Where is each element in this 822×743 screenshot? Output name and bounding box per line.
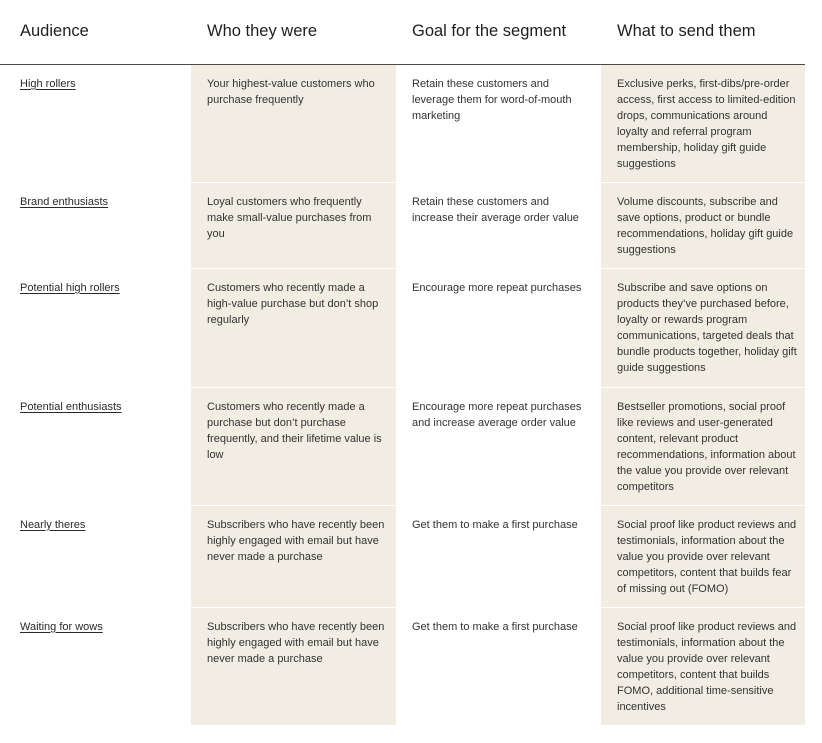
audience-cell: [0, 182, 191, 268]
audience-link-potential-enthusiasts[interactable]: Potential enthusiasts: [20, 400, 122, 413]
header-what-to-send: What to send them: [601, 0, 805, 64]
send-cell: Subscribe and save options on products they’ve purchased before, loyalty or rewards program communications, targeted deals that bundle products together, holiday gift guide suggestions: [601, 268, 805, 387]
table-header: [0, 0, 805, 64]
who-cell: Subscribers who have recently been highly engaged with email but have never made a purchase: [191, 505, 396, 607]
send-cell: Volume discounts, subscribe and save options, product or bundle recommendations, holiday gift guide suggestions: [601, 182, 805, 268]
who-cell: Customers who recently made a high-value purchase but don’t shop regularly: [191, 268, 396, 387]
send-cell: Social proof like product reviews and testimonials, information about the value you provide over relevant competitors, content that builds fear of missing out (FOMO): [601, 505, 805, 607]
header-row: [0, 0, 805, 64]
goal-cell: Get them to make a first purchase: [396, 505, 601, 607]
table-body: [0, 64, 805, 725]
header-goal: Goal for the segment: [396, 0, 601, 64]
send-cell: Exclusive perks, first-dibs/pre-order access, first access to limited-edition drops, communications around loyalty and referral program membership, holiday gift guide suggestions: [601, 64, 805, 182]
table-row: [0, 505, 805, 607]
audience-cell: [0, 607, 191, 725]
audience-link-nearly-theres[interactable]: Nearly theres: [20, 518, 86, 531]
table-row: [0, 64, 805, 182]
who-cell: Subscribers who have recently been highly engaged with email but have never made a purchase: [191, 607, 396, 725]
who-cell: Your highest-value customers who purchase frequently: [191, 64, 396, 182]
audience-link-waiting-for-wows[interactable]: Waiting for wows: [20, 620, 103, 633]
goal-cell: Encourage more repeat purchases: [396, 268, 601, 387]
audience-cell: [0, 387, 191, 505]
goal-cell: Retain these customers and leverage them for word-of-mouth marketing: [396, 64, 601, 182]
audience-link-high-rollers[interactable]: High rollers: [20, 77, 76, 90]
audience-cell: [0, 268, 191, 387]
who-cell: Loyal customers who frequently make small-value purchases from you: [191, 182, 396, 268]
table-row: [0, 607, 805, 725]
goal-cell: Encourage more repeat purchases and increase average order value: [396, 387, 601, 505]
audience-link-potential-high-rollers[interactable]: Potential high rollers: [20, 281, 120, 294]
goal-cell: Retain these customers and increase their average order value: [396, 182, 601, 268]
audience-cell: [0, 64, 191, 182]
table-row: [0, 387, 805, 505]
table-row: [0, 268, 805, 387]
header-audience: Audience: [0, 0, 191, 64]
table-row: [0, 182, 805, 268]
goal-cell: Get them to make a first purchase: [396, 607, 601, 725]
audience-cell: [0, 505, 191, 607]
send-cell: Social proof like product reviews and testimonials, information about the value you provide over relevant competitors, content that builds FOMO, additional time-sensitive incentives: [601, 607, 805, 725]
audience-link-brand-enthusiasts[interactable]: Brand enthusiasts: [20, 195, 109, 208]
who-cell: Customers who recently made a purchase but don’t purchase frequently, and their lifetime value is low: [191, 387, 396, 505]
header-who-they-were: Who they were: [191, 0, 396, 64]
send-cell: Bestseller promotions, social proof like reviews and user-generated content, relevant product recommendations, information about the value you provide over relevant competitors: [601, 387, 805, 505]
